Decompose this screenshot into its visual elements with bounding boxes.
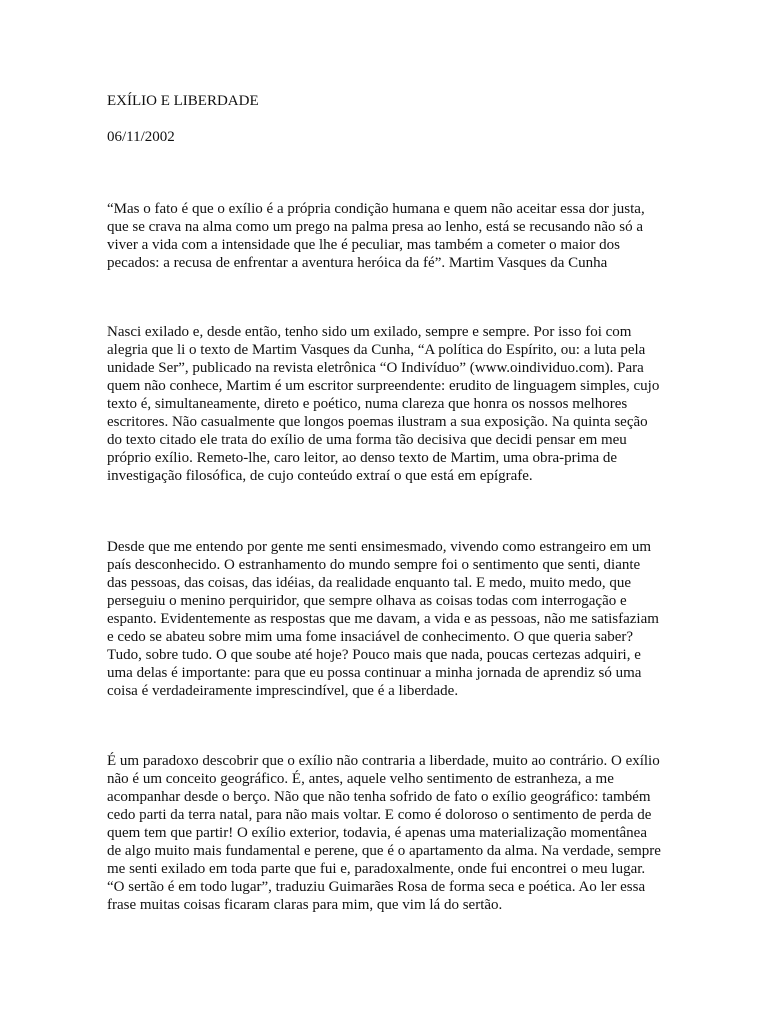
document-date: 06/11/2002 xyxy=(107,129,175,145)
paragraph-3: É um paradoxo descobrir que o exílio não contraria a liberdade, muito ao contrário. O exílio não é um conceito geográfico. É, antes, aquele velho sentimento de estranheza, a me acompanhar desde o berço. Não que não tenha sofrido de fato o exílio geográfico: também cedo parti da terra natal, para não mais voltar. E como é doloroso o sentimento de perda de quem tem que partir! O exílio exterior, todavia, é apenas uma materialização momentânea de algo muito mais fundamental e perene, que é o apartamento da alma. Na verdade, sempre me senti exilado em toda parte que fui e, paradoxalmente, onde fui encontrei o meu lugar. “O sertão é em todo lugar”, traduziu Guimarães Rosa de forma seca e poética. Ao ler essa frase muitas coisas ficaram claras para mim, que vim lá do sertão. xyxy=(107,753,661,913)
paragraph-1: Nasci exilado e, desde então, tenho sido um exilado, sempre e sempre. Por isso foi com alegria que li o texto de Martim Vasques da Cunha, “A política do Espírito, ou: a luta pela unidade Ser”, publicado na revista eletrônica “O Indivíduo” (www.oindividuo.com). Para quem não conhece, Martim é um escritor surpreendente: erudito de linguagem simples, cujo texto é, simultaneamente, direto e poético, numa clareza que honra os nossos melhores escritores. Não casualmente que longos poemas ilustram a sua exposição. Na quinta seção do texto citado ele trata do exílio de uma forma tão decisiva que decidi pensar em meu próprio exílio. Remeto-lhe, caro leitor, ao denso texto de Martim, uma obra-prima de investigação filosófica, de cujo conteúdo extraí o que está em epígrafe. xyxy=(107,324,660,484)
epigraph: “Mas o fato é que o exílio é a própria condição humana e quem não aceitar essa dor justa, que se crava na alma como um prego na palma presa ao lenho, está se recusando não só a viver a vida com a intensidade que lhe é peculiar, mas também a cometer o maior dos pecados: a recusa de enfrentar a aventura heróica da fé”. Martim Vasques da Cunha xyxy=(107,201,645,271)
document-title: EXÍLIO E LIBERDADE xyxy=(107,93,259,109)
paragraph-2: Desde que me entendo por gente me senti ensimesmado, vivendo como estrangeiro em um país desconhecido. O estranhamento do mundo sempre foi o sentimento que senti, diante das pessoas, das coisas, das idéias, da realidade enquanto tal. E medo, muito medo, que perseguiu o menino perquiridor, que sempre olhava as coisas todas com interrogação e espanto. Evidentemente as respostas que me davam, a vida e as pessoas, não me satisfaziam e cedo se abateu sobre mim uma fome insaciável de conhecimento. O que queria saber? Tudo, sobre tudo. O que soube até hoje? Pouco mais que nada, poucas certezas adquiri, e uma delas é importante: para que eu possa continuar a minha jornada de aprendiz só uma coisa é verdadeiramente imprescindível, que é a liberdade. xyxy=(107,539,659,699)
